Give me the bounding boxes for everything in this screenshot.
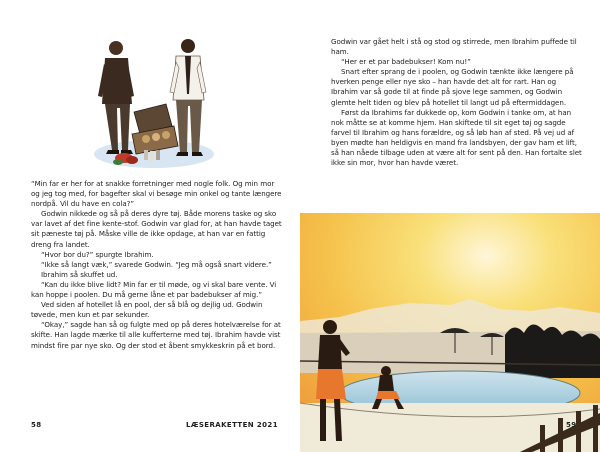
open-suitcase: [132, 104, 178, 154]
pool-deck: [300, 403, 600, 452]
man-left: [98, 41, 134, 154]
left-page-text: [31, 179, 283, 351]
paragraph: “Min far er her for at snakke forretninger med nogle folk. Og min mor og jeg tog med, for bagefter skal vi besøge min onkel og tante længere nordpå. Vil du have en cola?”: [31, 179, 282, 209]
page-number-right: 59: [566, 421, 577, 429]
paragraph: Ibrahim så skuffet ud.: [41, 269, 118, 279]
boys-at-pool-sunset-illustration: [300, 213, 600, 452]
page-number-left: 58: [31, 421, 42, 429]
bottles: [144, 150, 160, 161]
two-men-with-suitcase-illustration: [88, 34, 218, 174]
magazine-title: LÆSERAKETTEN 2021: [186, 421, 278, 429]
right-page-text: [331, 37, 583, 168]
paragraph: “Kan du ikke blive lidt? Min far er til møde, og vi skal bare vente. Vi kan hoppe i poolen. Du må gerne låne et par badebukser af mig.”: [31, 279, 277, 300]
right-page: [300, 0, 600, 452]
paragraph: “Ikke så langt væk,” svarede Godwin. “Jeg må også snart videre.”: [41, 259, 272, 269]
paragraph: Snart efter sprang de i poolen, og Godwin tænkte ikke længere på hverken penge eller nye sko – han havde det alt for rart. Han og Ibrahim var så gode til at finde på sjove lege sammen, og Godwin glemte helt tiden og blev på hotellet til langt ud på eftermiddagen.: [331, 67, 574, 107]
paragraph: “Okay,” sagde han så og fulgte med op på deres hotelværelse for at skifte. Han lagde mærke til alle kufferterne med tøj. Ibrahim havde vist mindst fire par nye sko. Og der stod et åbent smykkeskrin på et bord.: [31, 320, 281, 350]
paragraph: Godwin var gået helt i stå og stod og stirrede, men Ibrahim puffede til ham.: [331, 37, 577, 57]
paragraph: “Her er et par badebukser! Kom nu!”: [341, 57, 471, 67]
paragraph: “Hvor bor du?” spurgte Ibrahim.: [41, 249, 154, 259]
paragraph: Godwin nikkede og så på deres dyre tøj. Både morens taske og sko var lavet af det fine kente-stof. Godwin var glad for, at han havde taget sit pæneste tøj på. Måske ville de ikke opdage, at han var en fattig dreng fra landet.: [31, 209, 282, 249]
paragraph: Først da Ibrahims far dukkede op, kom Godwin i tanke om, at han nok måtte se at komme hjem. Han skiftede til sit eget tøj og sagde farvel til Ibrahim og hans forældre, og så løb han af sted. På vej ud af byen mødte han heldigvis en mand fra landsbyen, der gav ham et lift, så han nåede tilbage uden at være alt for sent på den. Han fortalte slet ikke sin mor, hvor han havde været.: [331, 107, 582, 168]
paragraph: Ved siden af hotellet lå en pool, der så blå og dejlig ud. Godwin tøvede, men kun et par sekunder.: [31, 300, 263, 320]
